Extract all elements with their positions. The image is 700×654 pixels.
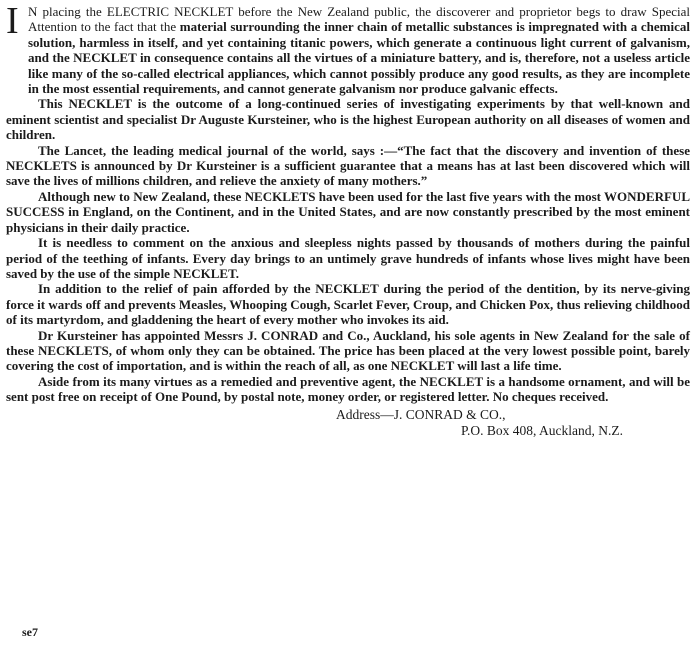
- address-block: [6, 407, 690, 439]
- paragraph-dentition: In addition to the relief of pain afforded by the NECKLET during the period of the dentition, by its nerve-giving force it wards off and prevents Measles, Whooping Cough, Scarlet Fever, Croup, and Chicken Pox, thus relieving childhood of its martyrdom, and gladdening the heart of every mother who invokes its aid.: [6, 281, 690, 328]
- po-box-line: P.O. Box 408, Auckland, N.Z.: [461, 422, 623, 438]
- body-paragraphs: [6, 96, 690, 404]
- intro-paragraph: [6, 0, 690, 97]
- paragraph-agents: Dr Kursteiner has appointed Messrs J. CONRAD and Co., Auckland, his sole agents in New Zealand for the sale of these NECKLETS, of whom only they can be obtained. The price has been placed at the very lowest possible point, barely covering the cost of importation, and is within the reach of all, as one NECKLET will last a life time.: [6, 327, 690, 374]
- paragraph-success: Although new to New Zealand, these NECKLETS have been used for the last five years with the most WONDERFUL SUCCESS in England, on the Continent, and in the United States, and are now constantly prescribed by the most eminent physicians in their daily practice.: [6, 188, 690, 235]
- paragraph-ornament: Aside from its many virtues as a remedied and preventive agent, the NECKLET is a handsome ornament, and will be sent post free on receipt of One Pound, by postal note, money order, or registered letter. No cheques received.: [6, 373, 690, 405]
- paragraph-lancet: The Lancet, the leading medical journal of the world, says :—“The fact that the discovery and invention of these NECKLETS is announced by Dr Kursteiner is a sufficient guarantee that a means has at last been discovered which will save the lives of millions children, and relieve the anxiety of many mothers.”: [6, 142, 690, 189]
- insertion-code: se7: [22, 624, 38, 639]
- paragraph-teething: It is needless to comment on the anxious and sleepless nights passed by thousands of mothers during the painful period of the teething of infants. Every day brings to an untimely grave hundreds of infants whose lives might have been saved by the use of the simple NECKLET.: [6, 235, 690, 281]
- intro-text-light: N placing the ELECTRIC NECKLET before the New Zealand public, the discoverer and proprietor begs to draw Special Attention to the fact that the: [28, 4, 690, 35]
- drop-cap: I: [6, 0, 19, 42]
- intro-text-bold: material surrounding the inner chain of metallic substances is impregnated with a chemical solution, harmless in itself, and yet containing titanic powers, which generate a continuous light current of galvanism, and the NECKLET in consequence contains all the virtues of a miniature battery, and is, therefore, not a useless article like many of the so-called electrical appliances, which cannot possibly produce any good results, as they are incomplete in the most essential requirements, and cannot generate galvanism nor produce galvanic effects.: [28, 19, 690, 97]
- paragraph-kursteiner: This NECKLET is the outcome of a long-continued series of investigating experiments by that well-known and eminent scientist and specialist Dr Auguste Kursteiner, who is the highest European authority on all diseases of women and children.: [6, 96, 690, 143]
- address-line: Address—J. CONRAD & CO.,: [336, 406, 506, 422]
